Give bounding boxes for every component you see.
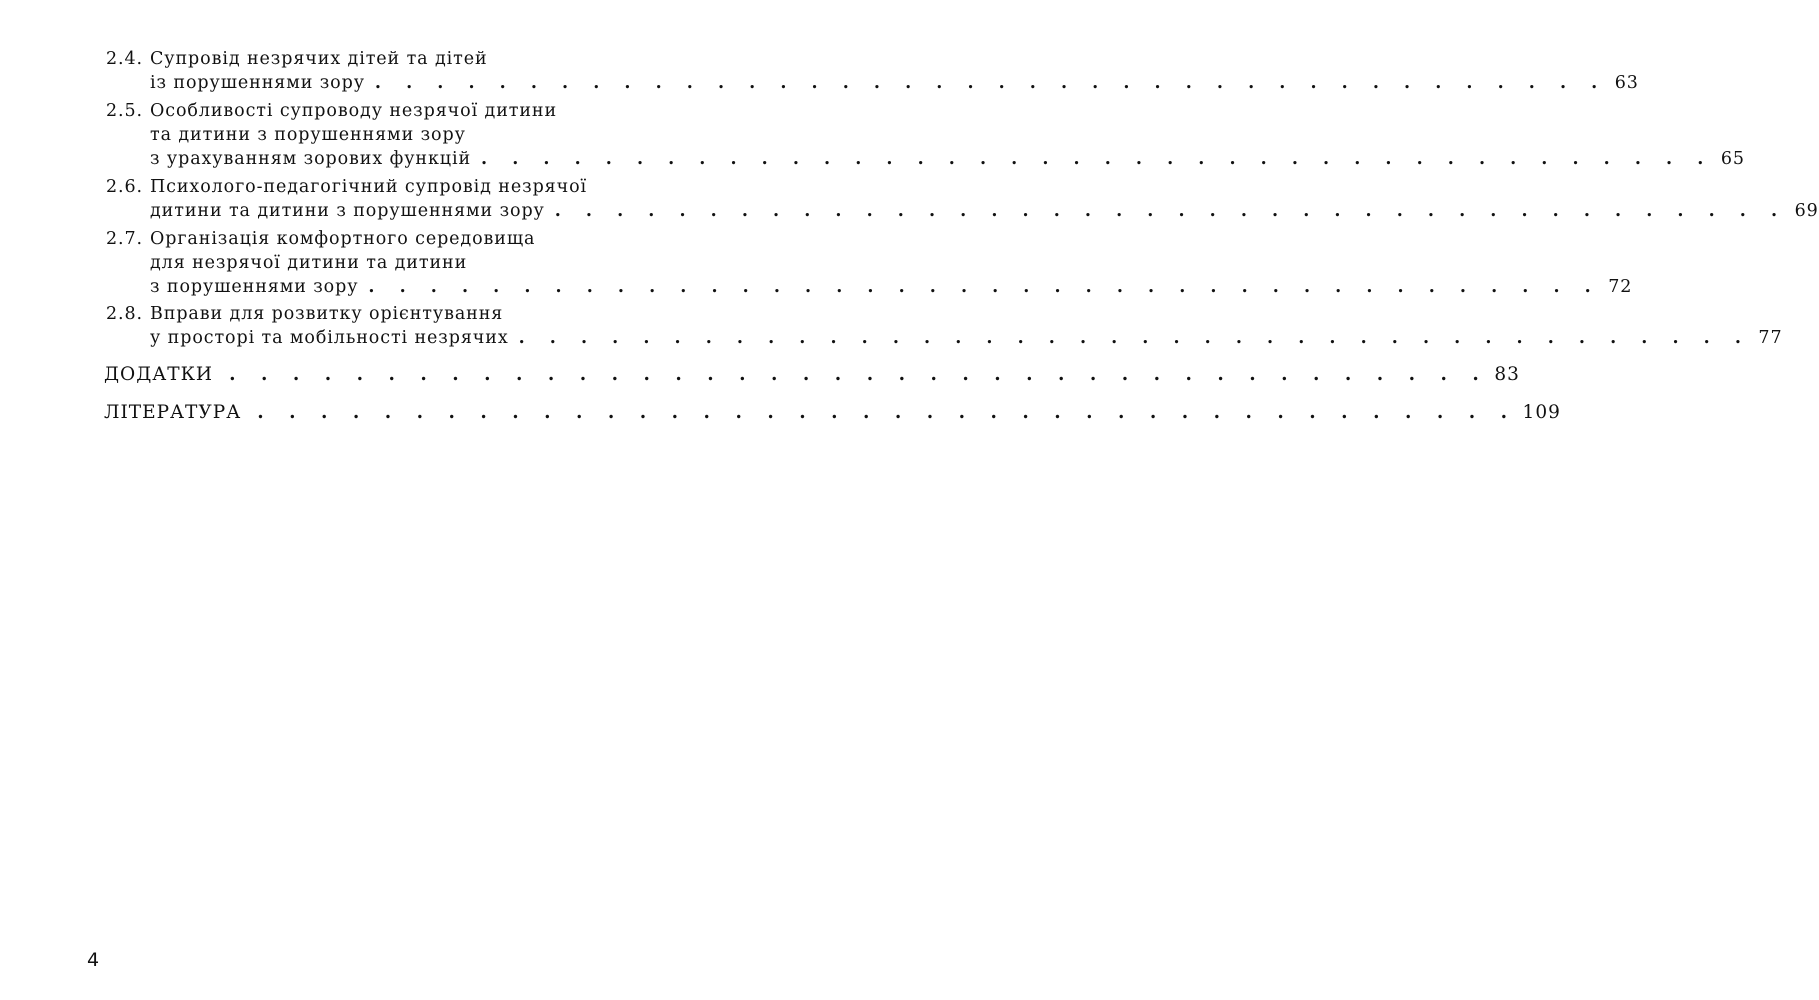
toc-entry-page: 83: [1494, 364, 1520, 385]
toc-entry-title-line: Психолого-педагогічний супровід незрячої: [150, 177, 588, 197]
toc-entry-title-line: для незрячої дитини та дитини: [150, 253, 468, 273]
toc-entry-appendix: [104, 360, 1520, 390]
toc-entry-number: 2.5.: [106, 101, 143, 121]
dot-leader: . . . . . . . . . . . . . . . . . . . . . . . . . . . . . . . . . . . . . . . .: [257, 402, 1517, 423]
toc-entry-references: [104, 398, 1561, 428]
toc-entry-title-line: з урахуванням зорових функцій: [150, 149, 472, 169]
toc-entry-title: ЛІТЕРАТУРА: [104, 402, 242, 423]
toc-entry-title-line: Вправи для розвитку орієнтування: [150, 304, 504, 324]
dot-leader: . . . . . . . . . . . . . . . . . . . . . . . . . . . . . . . . . . . . . . . .: [374, 73, 1607, 93]
toc-entry-title-line: та дитини з порушеннями зору: [150, 125, 466, 145]
toc-entry-title-line: дитини та дитини з порушеннями зору: [150, 201, 545, 221]
toc-entry-title-line: у просторі та мобільності незрячих: [150, 328, 509, 348]
toc-entry-page: 65: [1720, 149, 1745, 169]
toc-entry-page: 109: [1522, 402, 1561, 423]
toc-entry-title-line: із порушеннями зору: [150, 73, 365, 93]
toc-entry-number: 2.8.: [106, 304, 143, 324]
dot-leader: . . . . . . . . . . . . . . . . . . . . . . . . . . . . . . . . . . . . . . . .: [481, 149, 1713, 169]
toc-entry-title-line: з порушеннями зору: [150, 277, 359, 297]
toc-entry-title-line: Організація комфортного середовища: [150, 229, 536, 249]
toc-entry-number: 2.6.: [106, 177, 143, 197]
dot-leader: . . . . . . . . . . . . . . . . . . . . . . . . . . . . . . . . . . . . . . . .: [518, 328, 1751, 348]
toc-entry-page: 63: [1614, 73, 1639, 93]
toc-entry-title: ДОДАТКИ: [104, 364, 214, 385]
page-number: 4: [87, 949, 100, 971]
toc-entry-number: 2.7.: [106, 229, 143, 249]
toc-entry-page: 77: [1758, 328, 1783, 348]
toc-entry-title-line: Супровід незрячих дітей та дітей: [150, 49, 488, 69]
dot-leader: . . . . . . . . . . . . . . . . . . . . . . . . . . . . . . . . . . . . . . . .: [554, 201, 1787, 221]
toc-entry-page: 72: [1608, 277, 1633, 297]
toc-entry-number: 2.4.: [106, 49, 143, 69]
toc-entry-title-line: Особливості супроводу незрячої дитини: [150, 101, 558, 121]
toc-entry-page: 69: [1794, 201, 1819, 221]
dot-leader: . . . . . . . . . . . . . . . . . . . . . . . . . . . . . . . . . . . . . . . .: [368, 277, 1601, 297]
dot-leader: . . . . . . . . . . . . . . . . . . . . . . . . . . . . . . . . . . . . . . . .: [229, 364, 1489, 385]
